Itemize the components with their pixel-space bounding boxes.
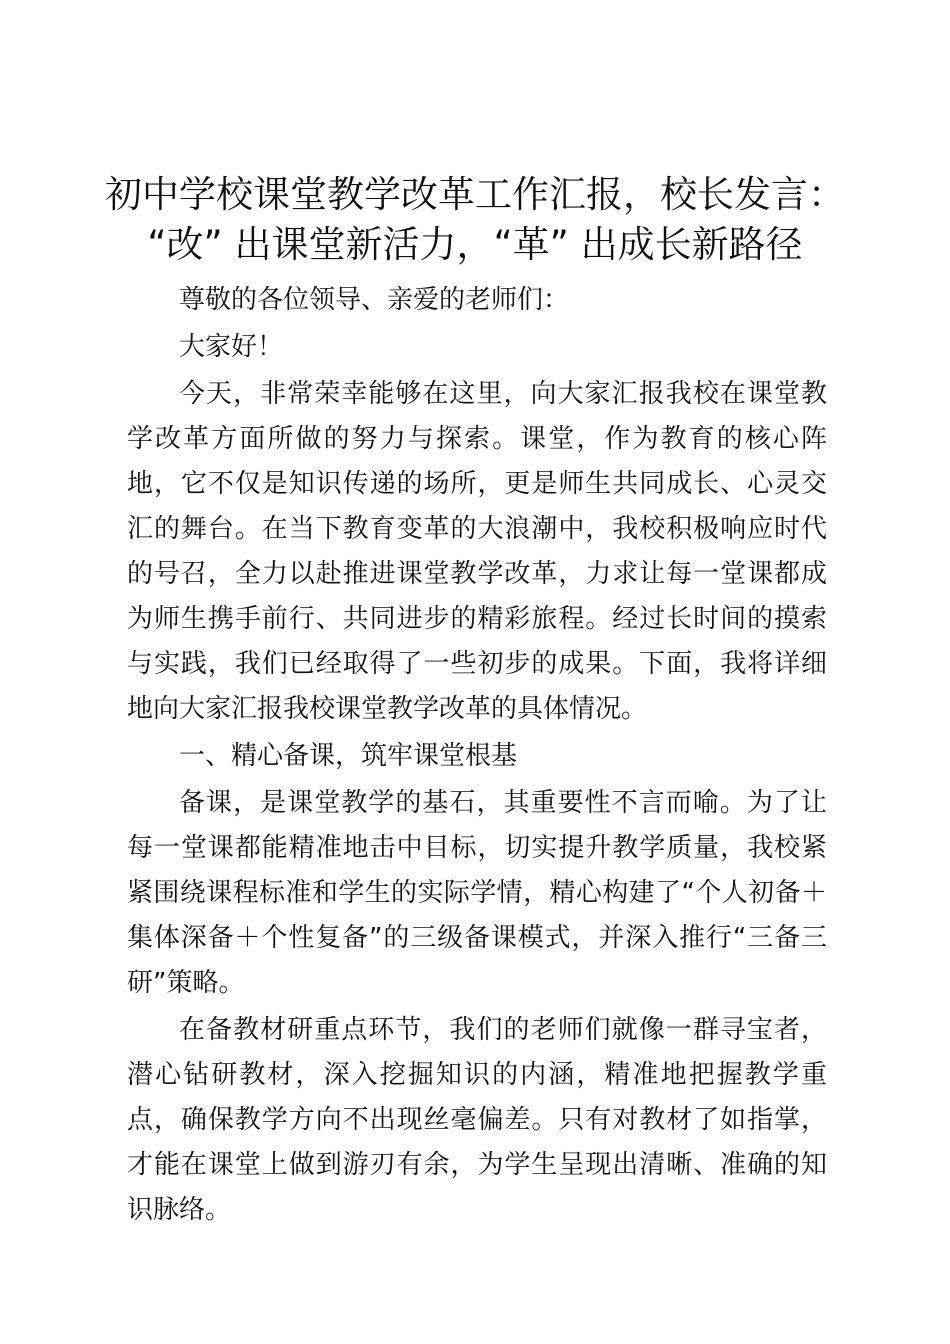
document-title-line-1: 初中学校课堂教学改革工作汇报，校长发言： xyxy=(105,173,845,216)
document-body xyxy=(127,278,827,1233)
body-paragraph: 在备教材研重点环节，我们的老师们就像一群寻宝者，潜心钻研教材，深入挖掘知识的内涵，精准地把握教学重点，确保教学方向不出现丝毫偏差。只有对教材了如指掌，才能在课堂上做到游刃有余，为学生呈现出清晰、准确的知识脉络。 xyxy=(127,1015,827,1225)
body-paragraph: 备课，是课堂教学的基石，其重要性不言而喻。为了让每一堂课都能精准地击中目标，切实提升教学质量，我校紧紧围绕课程标准和学生的实际学情，精心构建了“个人初备＋集体深备＋个性复备”的三级备课模式，并深入推行“三备三研”策略。 xyxy=(127,788,827,998)
intro-paragraph: 今天，非常荣幸能够在这里，向大家汇报我校在课堂教学改革方面所做的努力与探索。课堂，作为教育的核心阵地，它不仅是知识传递的场所，更是师生共同成长、心灵交汇的舞台。在当下教育变革的大浪潮中，我校积极响应时代的号召，全力以赴推进课堂教学改革，力求让每一堂课都成为师生携手前行、共同进步的精彩旅程。经过长时间的摸索与实践，我们已经取得了一些初步的成果。下面，我将详细地向大家汇报我校课堂教学改革的具体情况。 xyxy=(127,379,827,724)
document-title-line-2: “改” 出课堂新活力，“革” 出成长新路径 xyxy=(147,223,803,266)
section-heading: 一、精心备课，筑牢课堂根基 xyxy=(179,741,518,771)
greeting: 大家好！ xyxy=(179,332,284,362)
salutation: 尊敬的各位领导、亲爱的老师们： xyxy=(179,285,570,315)
